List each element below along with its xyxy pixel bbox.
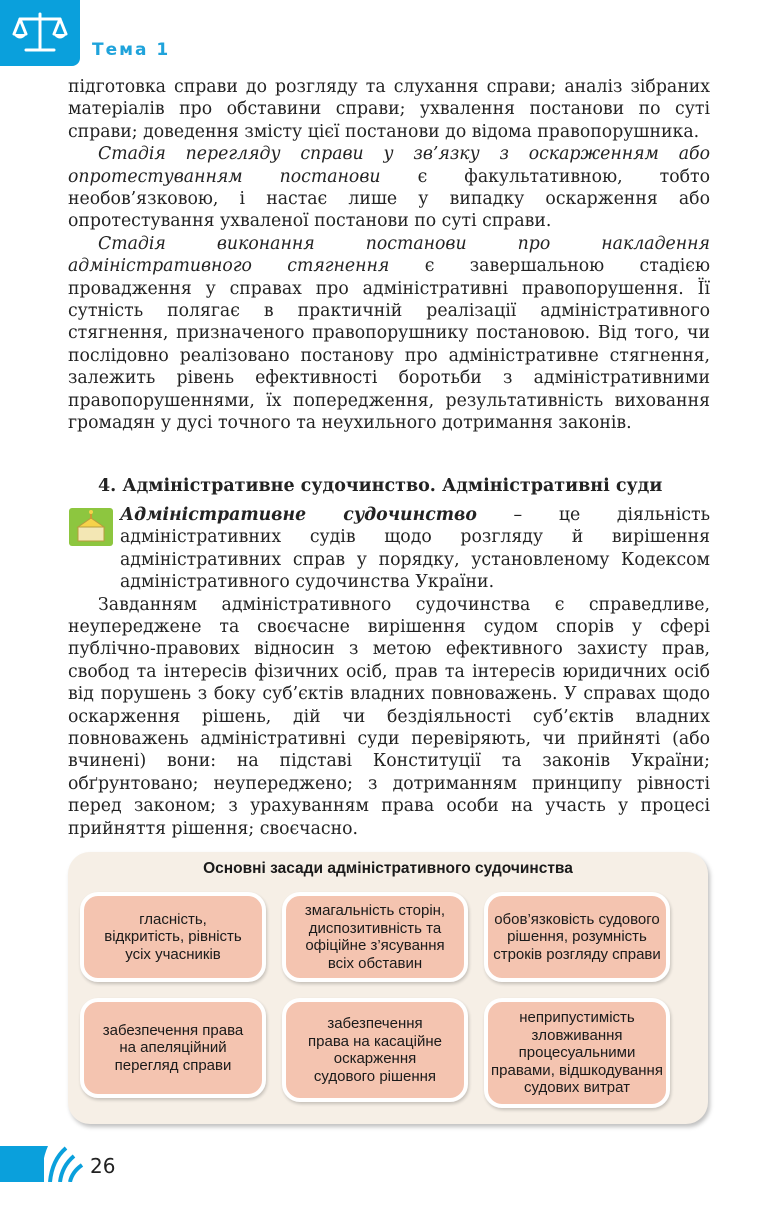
paragraph-review-stage (68, 143, 710, 233)
page-number: 26 (90, 1154, 116, 1178)
scales-icon (12, 10, 68, 54)
wave-icon (40, 1146, 84, 1182)
review-stage-text: є факультативною, тобто необов’язковою, і настає лише у випадку оскарження або опротестування ухваленої постанови по суті справи. (68, 166, 710, 232)
header-badge (0, 0, 80, 66)
principle-box-cassation: забезпечення права на касаційне оскарження судового рішення (282, 998, 468, 1102)
execution-stage-text: є завершальною стадією провадження у справах про адміністративні правопорушення. Її сутність полягає в практичній реалізації адміністративного стягнення, призначеного правопорушнику постановою. Від того, чи послідовно реалізовано постанову про адміністративне стягнення, залежить рівень ефективності боротьби з адміністративними правопорушеннями, їх попередження, результативність виховання громадян у дусі точного та неухильного дотримання законів. (68, 256, 710, 434)
paragraph-tasks: Завданням адміністративного судочинства є справедливе, неупереджене та своєчасне вирішення судом спорів у сфері публічно-правових відносин з метою ефективного захисту прав, свобод та інтересів фізичних осіб, прав та інтересів юридичних осіб від порушень з боку суб’єктів владних повноважень. У справах щодо оскарження рішень, дій чи бездіяльності суб’єктів владних повноважень адміністративні суди перевіряють, чи прийняті (або вчинені) вони: на підставі Конституції та законів України; обґрунтовано; неупереджено; з дотриманням принципу рівності перед законом; з урахуванням права особи на участь у процесі прийняття рішення; своєчасно. (68, 594, 710, 839)
definition-term: Адміністративне судочинство (120, 505, 477, 525)
definition-text: – це діяльність адміністративних судів щодо розгляду й вирішення адміністративних справ у порядку, установленому Кодексом адміністративного судочинства України. (120, 505, 710, 593)
execution-stage-term: Стадія виконання постанови про накладення адміністративного стягнення (68, 233, 710, 277)
principle-box-publicity: гласність, відкритість, рівність усіх учасників (80, 892, 266, 982)
definition-paragraph (68, 504, 710, 594)
diagram-title: Основні засади адміністративного судочинства (203, 860, 573, 877)
section-heading: 4. Адміністративне судочинство. Адміністративні суди (98, 476, 663, 496)
principle-box-binding-decision: обов’язковість судового рішення, розумність строків розгляду справи (484, 892, 670, 982)
paragraph-stages-end: підготовка справи до розгляду та слухання справи; аналіз зібраних матеріалів про обставини справи; ухвалення постанови по суті справи; доведення змісту цієї постанови до відома правопорушника. (68, 77, 710, 142)
review-stage-term: Стадія перегляду справи у зв’язку з оскарженням або опротестуванням постанови (68, 144, 710, 187)
principle-box-appeal: забезпечення права на апеляційний перегляд справи (80, 998, 266, 1098)
body-text-block-2 (68, 504, 710, 840)
paragraph-execution-stage (68, 233, 710, 435)
body-text-block-1 (68, 76, 710, 435)
topic-label: Тема 1 (92, 40, 171, 60)
principle-box-abuse-prohibition: неприпустимість зловживання процесуальними правами, відшкодування судових витрат (484, 998, 670, 1108)
principle-box-adversarial: змагальність сторін, диспозитивність та офіційне з’ясування всіх обставин (282, 892, 468, 982)
page-number-bar (0, 1146, 44, 1182)
principles-diagram (68, 852, 708, 1124)
